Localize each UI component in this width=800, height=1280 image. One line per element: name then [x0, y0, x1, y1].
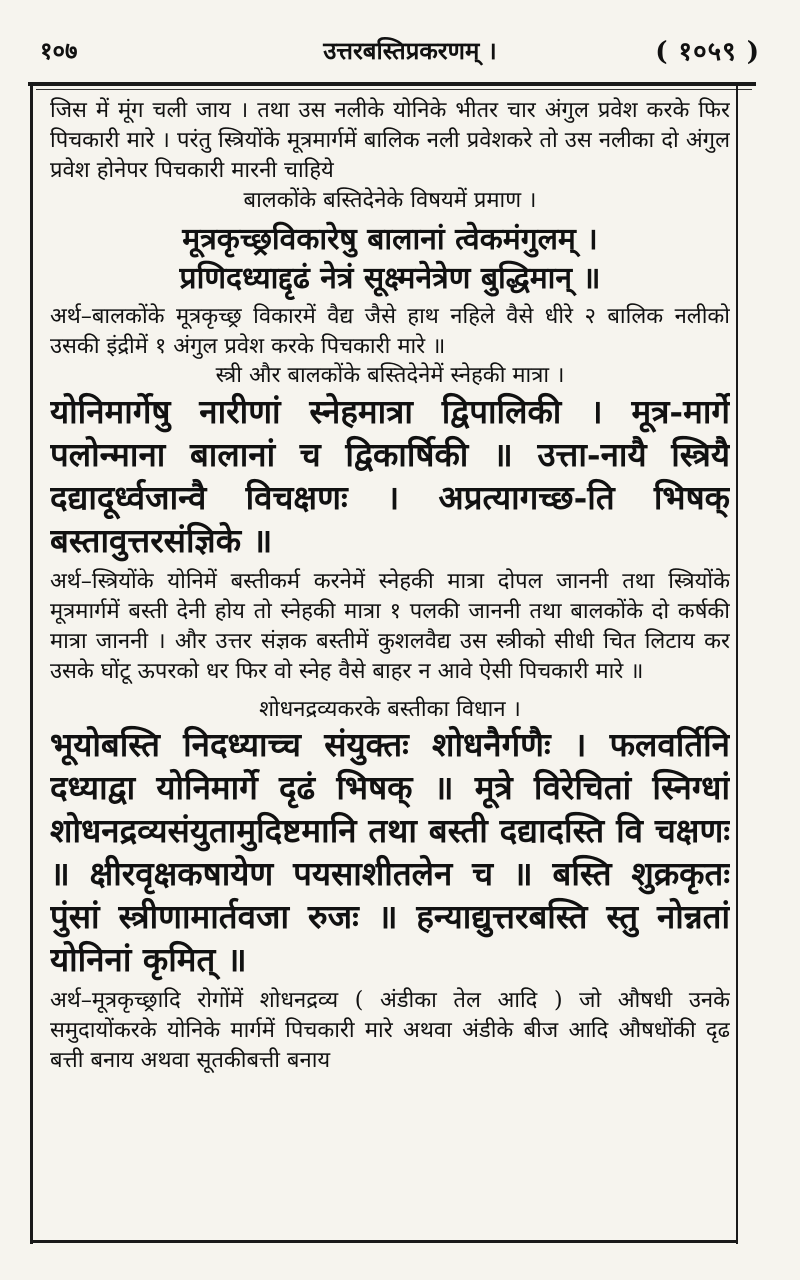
- left-border-rule: [30, 84, 33, 1244]
- verse-1-line-1: मूत्रकृच्छ्रविकारेषु बालानां त्वेकमंगुलम् ।: [182, 221, 598, 257]
- section-heading-1: स्त्री और बालकोंके बस्तिदेनेमें स्नेहकी मात्रा ।: [215, 363, 565, 389]
- page-number: १०७: [40, 36, 78, 65]
- top-border-thin-rule: [36, 89, 752, 90]
- verse-3: भूयोबस्ति निदध्याच्च संयुक्तः शोधनैर्गणैः । फलवर्तिनि दध्याद्वा योनिमार्गे दृढं भिषक् ॥ मूत्रे विरेचितां स्निग्धां शोधनद्रव्यसंयुतामुदिष्टमानि तथा बस्ती दद्यादस्ति वि चक्षणः ॥ क्षीरवृक्षकषायेण पयसाशीतलेन च ॥ बस्ति शुक्रकृतः पुंसां स्त्रीणामार्तवजा रुजः ॥ हन्याद्युत्तरबस्ति स्तु नोन्नतां योनिनां कृमित् ॥: [50, 725, 730, 979]
- right-border-rule: [736, 84, 738, 1244]
- section-heading-2: शोधनद्रव्यकरके बस्तीका विधान ।: [259, 696, 521, 722]
- page-header: [40, 30, 760, 70]
- verse-2: योनिमार्गेषु नारीणां स्नेहमात्रा द्विपालिकी । मूत्र-मार्गे पलोन्माना बालानां च द्विकार्षिकी ॥ उत्ता-नायै स्त्रियै दद्यादूर्ध्वजान्वै विचक्षणः । अप्रत्यागच्छ-ति भिषक् बस्तावुत्तरसंज्ञिके ॥: [50, 392, 730, 561]
- prose-paragraph-2: अर्थ–बालकोंके मूत्रकृच्छ्र विकारमें वैद्य जैसे हाथ नहिले वैसे धीरे २ बालिक नलीको उसकी इंद्रीमें १ अंगुल प्रवेश करके पिचकारी मारे ॥: [50, 303, 730, 359]
- verse-1-line-2: प्रणिदध्याद्दृढं नेत्रं सूक्ष्मनेत्रेण बुद्धिमान् ॥: [179, 260, 601, 296]
- prose-paragraph-1: जिस में मूंग चली जाय । तथा उस नलीके योनिके भीतर चार अंगुल प्रवेश करके फिर पिचकारी मारे । परंतु स्त्रियोंके मूत्रमार्गमें बालिक नली प्रवेशकरे तो उस नलीका दो अंगुल प्रवेश होनेपर पिचकारी मारनी चाहिये: [50, 98, 730, 183]
- bottom-border-rule: [30, 1240, 738, 1243]
- section-number: ( १०५९ ): [655, 37, 760, 67]
- running-title: उत्तरबस्तिप्रकरणम् ।: [323, 36, 497, 65]
- top-border-rule: [28, 82, 756, 86]
- page-body: [50, 96, 730, 1236]
- prose-paragraph-3: अर्थ–स्त्रियोंके योनिमें बस्तीकर्म करनेमें स्नेहकी मात्रा दोपल जाननी तथा स्त्रियोंके मूत्रमार्गमें बस्ती देनी होय तो स्नेहकी मात्रा १ पलकी जाननी तथा बालकोंके दो कर्षकी मात्रा जाननी । और उत्तर संज्ञक बस्तीमें कुशलवैद्य उस स्त्रीको सीधी चित लिटाय कर उसके घोंटू ऊपरको धर फिर वो स्नेह वैसे बाहर न आवे ऐसी पिचकारी मारे ॥: [50, 568, 730, 684]
- prose-paragraph-4: अर्थ–मूत्रकृच्छ्रादि रोगोंमें शोधनद्रव्य ( अंडीका तेल आदि ) जो औषधी उनके समुदायोंकरके योनिके मार्गमें पिचकारी मारे अथवा अंडीके बीज आदि औषधोंकी दृढ बत्ती बनाय अथवा सूतकीबत्ती बनाय: [50, 987, 730, 1073]
- prose-paragraph-1-end: बालकोंके बस्तिदेनेके विषयमें प्रमाण ।: [243, 187, 537, 213]
